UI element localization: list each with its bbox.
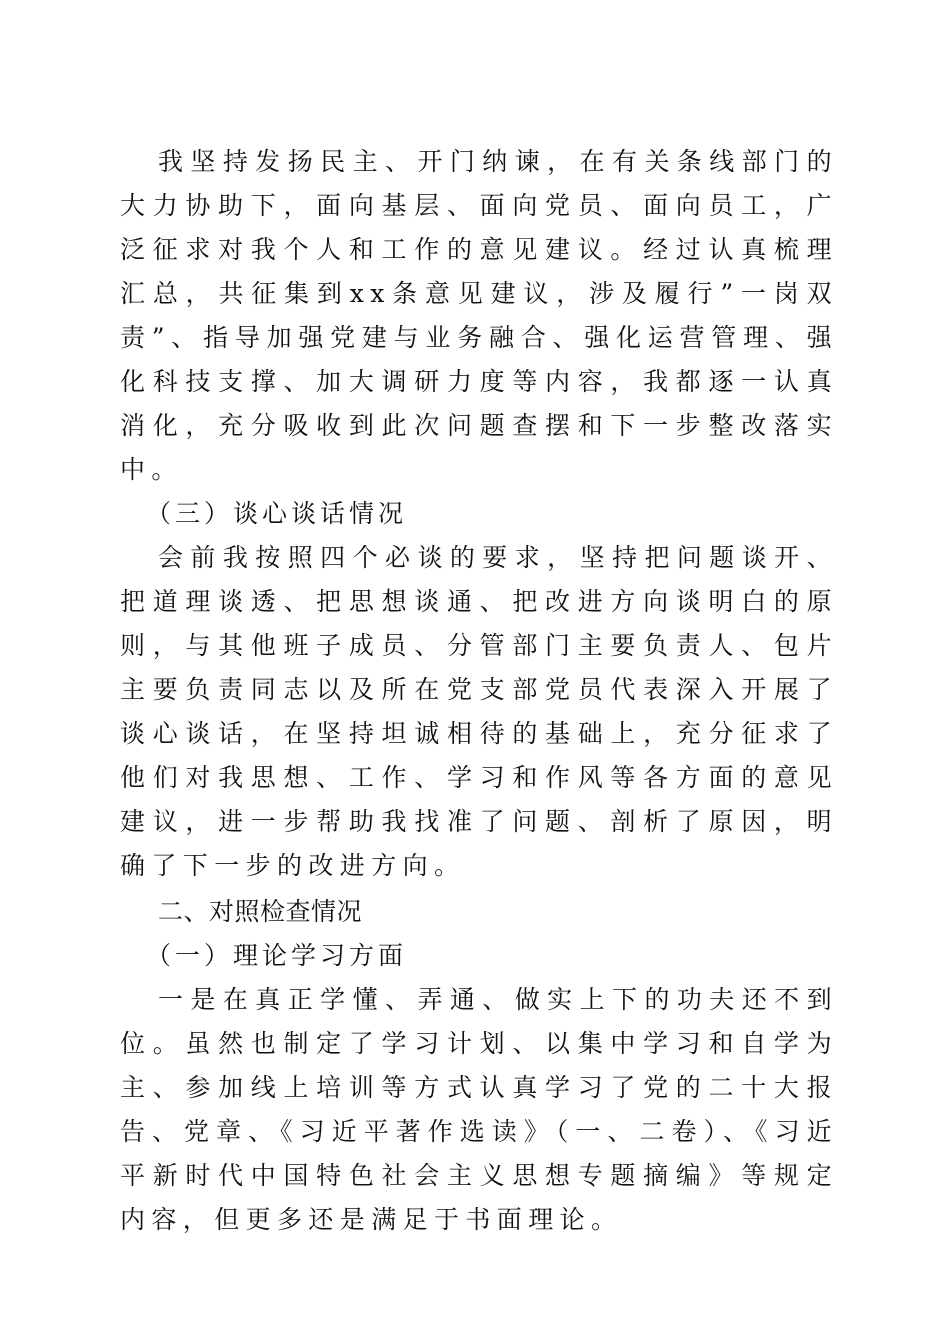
paragraph-solicit-opinions: 我坚持发扬民主、开门纳谏，在有关条线部门的大力协助下，面向基层、面向党员、面向员工，广泛征求对我个人和工作的意见建议。经过认真梳理汇总，共征集到xx条意见建议，涉及履行”一岗双责”、指导加强党建与业务融合、强化运营管理、强化科技支撑、加大调研力度等内容，我都逐一认真消化，充分吸收到此次问题查摆和下一步整改落实中。 [120,147,838,484]
section-heading-comparison-check: 二、对照检查情况 [158,897,363,926]
subheading-heart-to-heart-talks: （三）谈心谈话情况 [146,499,408,528]
paragraph-theory-study: 一是在真正学懂、弄通、做实上下的功夫还不到位。虽然也制定了学习计划、以集中学习和自学为主、参加线上培训等方式认真学习了党的二十大报告、党章、《习近平著作选读》（一、二卷）、《习近平新时代中国特色社会主义思想专题摘编》等规定内容，但更多还是满足于书面理论。 [120,985,838,1234]
paragraph-heart-to-heart-talks: 会前我按照四个必谈的要求，坚持把问题谈开、把道理谈透、把思想谈通、把改进方向谈明白的原则，与其他班子成员、分管部门主要负责人、包片主要负责同志以及所在党支部党员代表深入开展了谈心谈话，在坚持坦诚相待的基础上，充分征求了他们对我思想、工作、学习和作风等各方面的意见建议，进一步帮助我找准了问题、剖析了原因，明确了下一步的改进方向。 [120,543,838,880]
subheading-theory-study: （一）理论学习方面 [146,941,408,970]
document-page [120,140,838,1242]
